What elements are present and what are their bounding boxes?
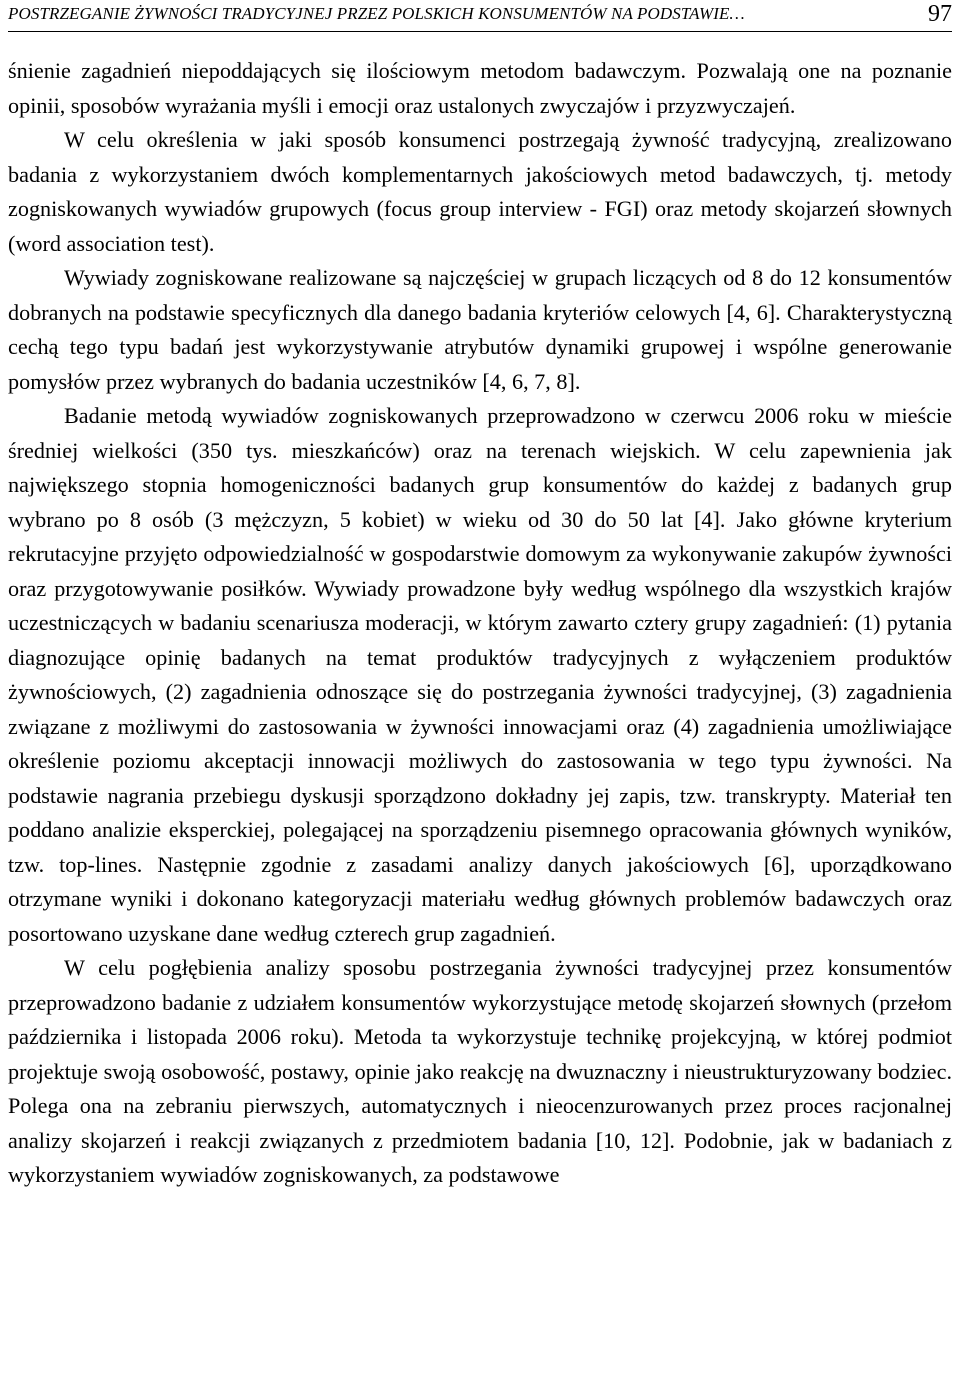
paragraph-fgi-procedure: Badanie metodą wywiadów zogniskowanych przeprowadzono w czerwcu 2006 roku w mieście średniej wielkości (350 tys. mieszkańców) oraz na terenach wiejskich. W celu zapewnienia jak największego stopnia homogeniczności badanych grup konsumentów do każdej z badanych grup wybrano po 8 osób (3 mężczyzn, 5 kobiet) w wieku od 30 do 50 lat [4]. Jako główne kryterium rekrutacyjne przyjęto odpowiedzialność w gospodarstwie domowym za wykonywanie zakupów żywności oraz przygotowywanie posiłków. Wywiady prowadzone były według wspólnego dla wszystkich krajów uczestniczących w badaniu scenariusza moderacji, w którym zawarto cztery grupy zagadnień: (1) pytania diagnozujące opinię badanych na temat produktów tradycyjnych z wyłączeniem produktów żywnościowych, (2) zagadnienia odnoszące się do postrzegania żywności tradycyjnej, (3) zagadnienia związane z możliwymi do zastosowania w żywności innowacjami oraz (4) zagadnienia umożliwiające określenie poziomu akceptacji innowacji możliwych do zastosowania w tego typu żywności. Na podstawie nagrania przebiegu dyskusji sporządzono dokładny jej zapis, tzw. transkrypty. Materiał ten poddano analizie eksperckiej, polegającej na sporządzeniu pisemnego opracowania głównych wyników, tzw. top-lines. Następnie zgodnie z zasadami analizy danych jakościowych [6], uporządkowano otrzymane wyniki i dokonano kategoryzacji materiału według głównych problemów badawczych oraz posortowano uzyskane dane według czterech grup zagadnień.: [8, 403, 952, 946]
page-number: 97: [928, 1, 952, 27]
running-title: POSTRZEGANIE ŻYWNOŚCI TRADYCYJNEJ PRZEZ POLSKICH KONSUMENTÓW NA PODSTAWIE…: [8, 4, 745, 23]
body-text: [8, 54, 952, 1193]
paragraph-focus-groups: Wywiady zogniskowane realizowane są najczęściej w grupach liczących od 8 do 12 konsumentów dobranych na podstawie specyficznych dla danego badania kryteriów celowych [4, 6]. Charakterystyczną cechą tego typu badań jest wykorzystywanie atrybutów dynamiki grupowej i wspólne generowanie pomysłów przez wybranych do badania uczestników [4, 6, 7, 8].: [8, 265, 952, 394]
paragraph-continuation: śnienie zagadnień niepoddających się ilościowym metodom badawczym. Pozwalają one na poznanie opinii, sposobów wyrażania myśli i emocji oraz ustalonych zwyczajów i przyzwyczajeń.: [8, 58, 952, 118]
paragraph-research-methods: W celu określenia w jaki sposób konsumenci postrzegają żywność tradycyjną, zrealizowano badania z wykorzystaniem dwóch komplementarnych jakościowych metod badawczych, tj. metody zogniskowanych wywiadów grupowych (focus group interview - FGI) oraz metody skojarzeń słownych (word association test).: [8, 127, 952, 256]
running-header: [8, 0, 952, 32]
paragraph-word-association: W celu pogłębienia analizy sposobu postrzegania żywności tradycyjnej przez konsumentów przeprowadzono badanie z udziałem konsumentów wykorzystujące metodę skojarzeń słownych (przełom października i listopada 2006 roku). Metoda ta wykorzystuje technikę projekcyjną, w której podmiot projektuje swoją osobowość, postawy, opinie jako reakcję na dwuznaczny i nieustrukturyzowany bodziec. Polega ona na zebraniu pierwszych, automatycznych i nieocenzurowanych przez proces racjonalnej analizy skojarzeń i reakcji związanych z przedmiotem badania [10, 12]. Podobnie, jak w badaniach z wykorzystaniem wywiadów zogniskowanych, za podstawowe: [8, 955, 952, 1187]
